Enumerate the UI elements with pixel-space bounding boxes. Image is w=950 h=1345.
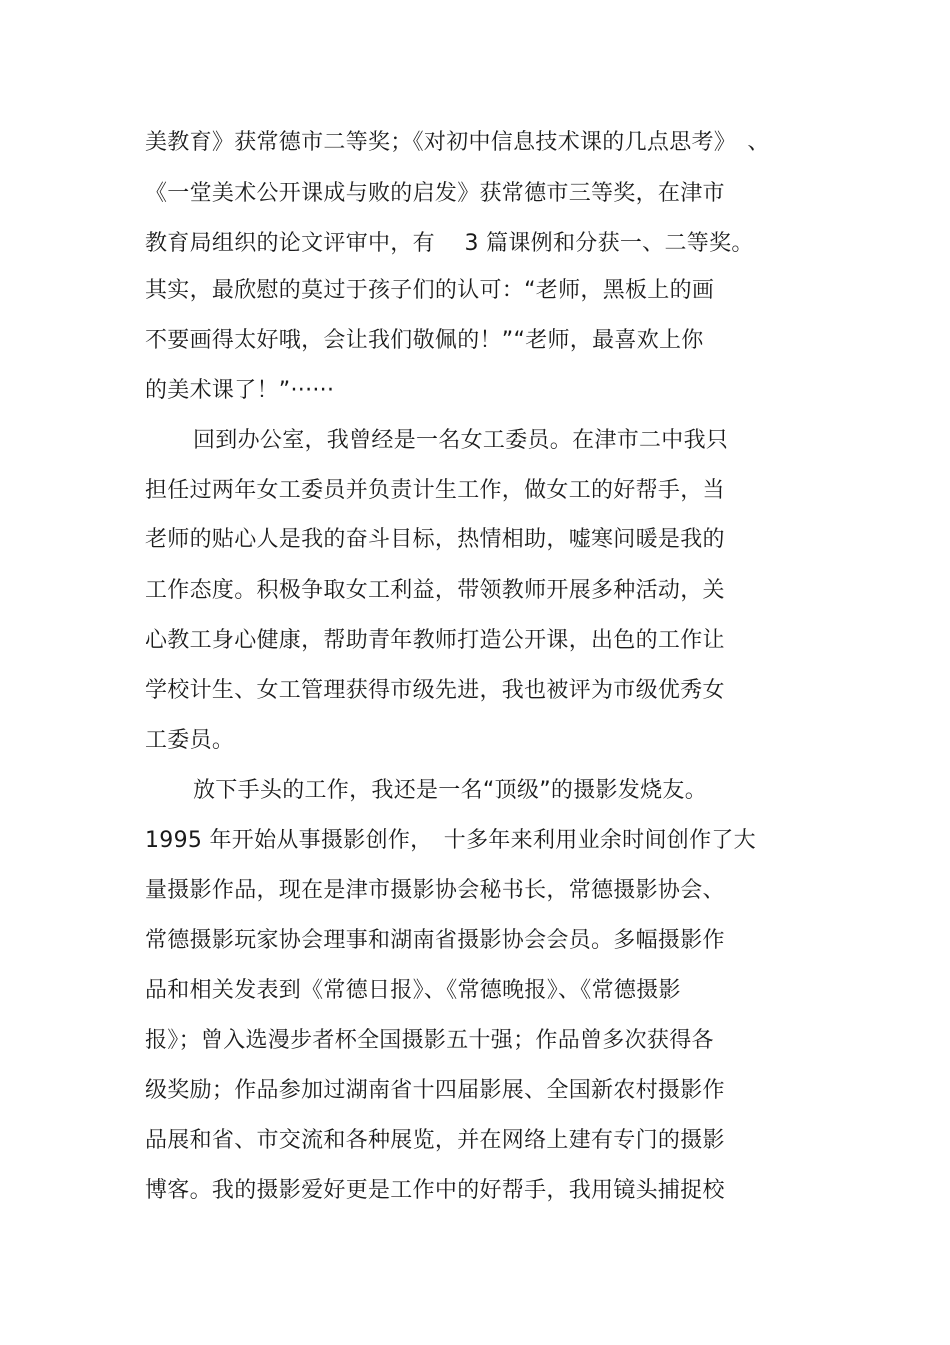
text-line-3: 教育局组织的论文评审中，有 3 篇课例和分获一、二等奖。 — [145, 231, 754, 256]
text-line-6: 的美术课了！”······ — [145, 378, 335, 403]
text-line-11: 心教工身心健康，帮助青年教师打造公开课，出色的工作让 — [145, 628, 725, 653]
text-line-21: 品展和省、市交流和各种展览，并在网络上建有专门的摄影 — [145, 1128, 725, 1153]
text-line-2: 《一堂美术公开课成与败的启发》获常德市三等奖，在津市 — [145, 181, 725, 206]
text-line-13: 工委员。 — [145, 728, 235, 753]
text-line-5: 不要画得太好哦，会让我们敬佩的！”“老师，最喜欢上你 — [145, 328, 704, 353]
text-line-16: 量摄影作品，现在是津市摄影协会秘书长，常德摄影协会、 — [145, 878, 725, 903]
text-line-17: 常德摄影玩家协会理事和湖南省摄影协会会员。多幅摄影作 — [145, 928, 725, 953]
text-line-12: 学校计生、女工管理获得市级先进，我也被评为市级优秀女 — [145, 678, 725, 703]
text-line-8: 担任过两年女工委员并负责计生工作，做女工的好帮手，当 — [145, 478, 725, 503]
text-line-7: 回到办公室，我曾经是一名女工委员。在津市二中我只 — [193, 428, 729, 453]
text-line-4: 其实，最欣慰的莫过于孩子们的认可：“老师，黑板上的画 — [145, 278, 715, 303]
text-line-1: 美教育》获常德市二等奖；《对初中信息技术课的几点思考》 、 — [145, 130, 770, 155]
text-line-22: 博客。我的摄影爱好更是工作中的好帮手，我用镜头捕捉校 — [145, 1178, 725, 1203]
text-line-20: 级奖励；作品参加过湖南省十四届影展、全国新农村摄影作 — [145, 1078, 725, 1103]
text-line-15: 1995 年开始从事摄影创作， 十多年来利用业余时间创作了大 — [145, 828, 756, 853]
text-line-18: 品和相关发表到《常德日报》、《常德晚报》、《常德摄影 — [145, 978, 681, 1003]
text-line-19: 报》；曾入选漫步者杯全国摄影五十强；作品曾多次获得各 — [145, 1028, 714, 1053]
text-line-10: 工作态度。积极争取女工利益，带领教师开展多种活动，关 — [145, 578, 725, 603]
text-line-14: 放下手头的工作，我还是一名“顶级”的摄影发烧友。 — [193, 778, 707, 803]
text-line-9: 老师的贴心人是我的奋斗目标，热情相助，嘘寒问暖是我的 — [145, 527, 725, 552]
